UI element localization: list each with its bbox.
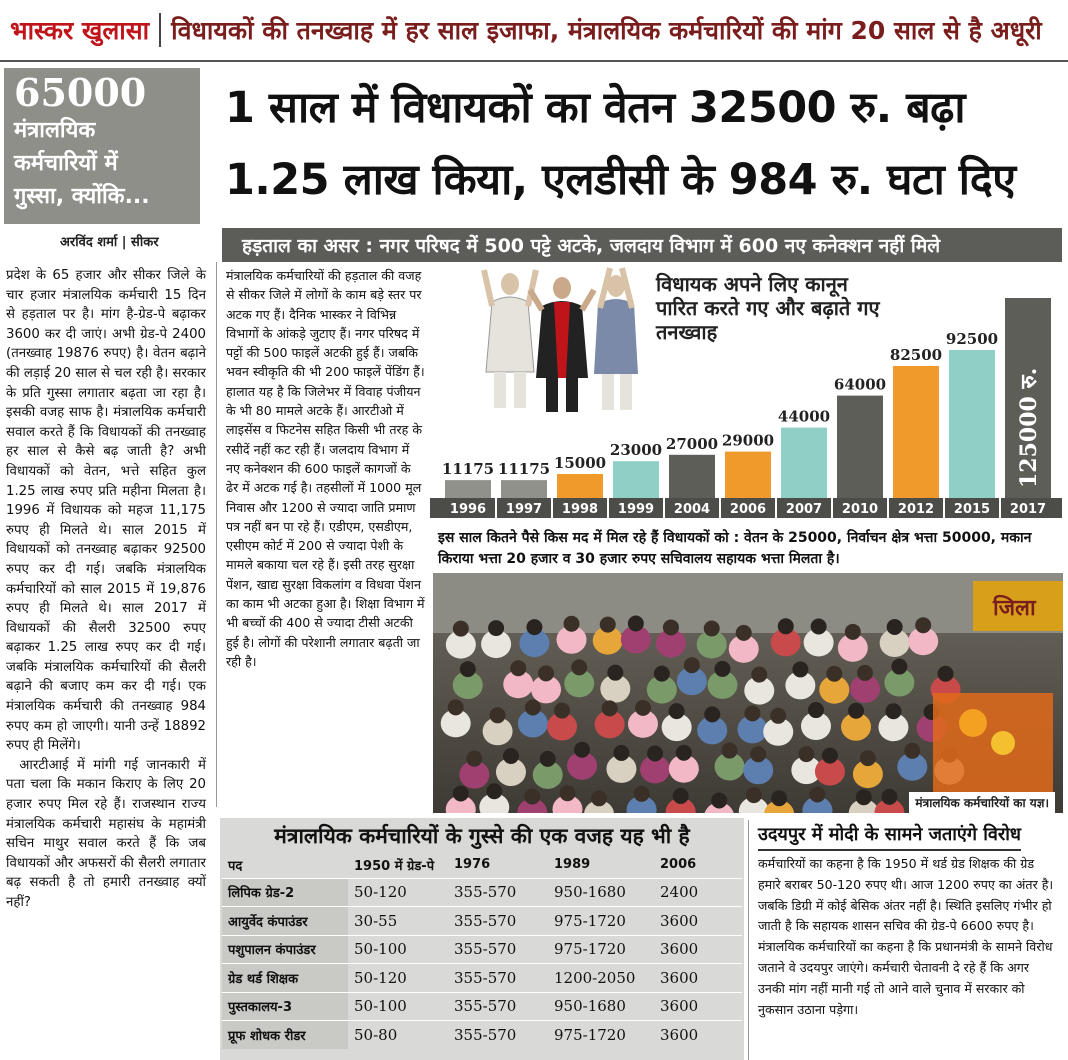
post-name-cell: आयुर्वेद कंपाउंडर <box>222 907 348 936</box>
table-row <box>222 992 742 1021</box>
x-tick-separator <box>551 498 553 518</box>
x-tick-label: 1999 <box>617 502 655 517</box>
pay-cell: 355-570 <box>448 935 548 964</box>
x-tick-label: 2012 <box>897 502 935 517</box>
divider <box>159 13 161 47</box>
brand-label: भास्कर खुलासा <box>10 16 150 45</box>
bar-value-label: 11175 <box>441 460 495 479</box>
chart-caption: विधायक अपने लिए कानून पारित करते गए और बढ़ाते गए तनख्वाह <box>656 272 880 344</box>
column-header: 1989 <box>554 857 591 873</box>
pay-cell: 355-570 <box>448 1021 548 1050</box>
column-divider <box>216 262 217 807</box>
impact-subhead: हड़ताल का असर : नगर परिषद में 500 पट्टे अटके, जलदाय विभाग में 600 नए कनेक्शन नहीं मिले <box>222 228 1062 262</box>
pay-cell: 3600 <box>654 1021 742 1050</box>
x-tick-separator <box>943 498 945 518</box>
pay-cell: 355-570 <box>448 992 548 1021</box>
side-highlight-box <box>4 68 200 224</box>
svg-text:जिला: जिला <box>993 596 1036 621</box>
table-row <box>222 878 742 907</box>
byline: अरविंद शर्मा | सीकर <box>60 235 159 250</box>
x-tick-separator <box>831 498 833 518</box>
bar-value-label: 23000 <box>609 441 663 460</box>
bar-value-label: 44000 <box>777 407 831 426</box>
bar-value-label: 11175 <box>497 460 551 479</box>
table-row <box>222 964 742 993</box>
x-tick-label: 2015 <box>953 502 991 517</box>
paragraph: आरटीआई में मांगी गई जानकारी में पता चला कि मकान किराए के लिए 20 हजार रुपए मिल रहे हैं। राजस्थान राज्य मंत्रालयिक कर्मचारी महासंघ के महामंत्री सचिन माथुर सवाल करते हैं कि जब विधायकों और अफसरों की सैलरी लगातार बढ़ सकती है तो हमारी तनख्वाह क्यों नहीं? <box>6 757 206 910</box>
allowance-info: इस साल कितने पैसे किस मद में मिल रहे हैं विधायकों को : वेतन के 25000, निर्वाचन क्षेत्र भत्ता 50000, मकान किराया भत्ता 20 हजार व 30 हजार रुपए सचिवालय सहायक भत्ता मिलता है। <box>438 530 1032 567</box>
udaipur-text: कर्मचारियों का कहना है कि 1950 में थर्ड ग्रेड शिक्षक की ग्रेड हमारे बराबर 50-120 रुपए थी। आज 1200 रुपए का अंतर है। जबकि डिग्री में कोई बेसिक अंतर नहीं है। स्थिति इसलिए गंभीर हो जाती है कि सहायक शासन सचिव की ग्रेड-पे 6600 रुपए है। मंत्रालयिक कर्मचारियों का कहना है कि प्रधानमंत्री के सामने विरोध जताने वे उदयपुर जाएंगे। कर्मचारी चेतावनी दे रहे हैं कि अगर उनकी मांग नहीं मानी गई तो आने वाले चुनाव में सरकार को नुकसान उठाना पड़ेगा। <box>758 856 1054 1017</box>
pay-cell: 3600 <box>654 935 742 964</box>
x-tick-label: 2004 <box>673 502 711 517</box>
pay-cell: 950-1680 <box>548 878 654 907</box>
pay-cell: 50-100 <box>348 992 448 1021</box>
highlight-line: मंत्रालयिक <box>14 118 96 143</box>
x-tick-separator <box>719 498 721 518</box>
x-tick-separator <box>999 498 1001 518</box>
pay-cell: 30-55 <box>348 907 448 936</box>
highlight-line: कर्मचारियों में <box>14 151 118 176</box>
pay-cell: 3600 <box>654 992 742 1021</box>
pay-scale-table <box>222 852 742 1049</box>
post-name-cell: पशुपालन कंपाउंडर <box>222 935 348 964</box>
udaipur-title: उदयपुर में मोदी के सामने जताएंगे विरोध <box>758 822 1021 851</box>
paragraph: प्रदेश के 65 हजार और सीकर जिले के चार हजार मंत्रालयिक कर्मचारी 15 दिन से हड़ताल पर है। मांग है-ग्रेड-पे बढ़ाकर 3600 कर दी जाएं। अभी ग्रेड-पे 2400 (तनख्वाह 19876 रुपए) है। वेतन बढ़ाने की लड़ाई 20 साल से चल रही है। सरकार के प्रति गुस्सा लगातार बढ़ता जा रहा है। इसकी वजह साफ है। मंत्रालयिक कर्मचारी सवाल करते हैं कि विधायकों की तनख्वाह हर साल से कैसे बढ़ जाती है? अभी विधायकों को वेतन, भत्ते सहित कुल 1.25 लाख रुपए प्रति महीना मिलता है। 1996 में विधायक को महज 11,175 रुपए ही मिलते थे। साल 2015 में विधायकों को तनख्वाह बढ़ाकर 92500 रुपए कर दी गई। जबकि मंत्रालयिक कर्मचारियों को साल 2015 में 19,876 रुपए ही मिलते थे। साल 2017 में विधायकों की सैलरी 32500 रुपए बढ़ाकर 1.25 लाख रुपए कर दी गई। जबकि मंत्रालयिक कर्मचारियों की सैलरी बढ़ाने की बजाए कम कर दी गई। एक मंत्रालयिक कर्मचारी की तनख्वाह 984 रुपए कम हो जाएगी। यानी उन्हें 18892 रुपए ही मिलेंगे। <box>6 268 206 754</box>
pay-cell: 50-120 <box>348 878 448 907</box>
post-name-cell: पुस्तकालय-3 <box>222 992 348 1021</box>
bar-2012 <box>893 366 939 498</box>
column-header: 1950 में ग्रेड-पे <box>354 858 435 874</box>
bar-value-label: 64000 <box>833 375 887 394</box>
bar-1996 <box>445 480 491 498</box>
pay-cell: 950-1680 <box>548 992 654 1021</box>
table-header-row <box>222 852 742 878</box>
pay-cell: 355-570 <box>448 907 548 936</box>
table-row <box>222 1021 742 1050</box>
x-tick-separator <box>663 498 665 518</box>
headline-line-1: 1 साल में विधायकों का वेतन 32500 रु. बढ़ा <box>225 83 965 133</box>
x-tick-label: 2007 <box>785 502 823 517</box>
column-divider <box>748 820 749 1060</box>
column-header: 2006 <box>660 857 697 873</box>
leaders-illustration <box>484 268 638 412</box>
column-header: 1976 <box>454 857 491 873</box>
x-tick-label: 1997 <box>505 502 543 517</box>
highlight-line: गुस्सा, क्योंकि... <box>14 184 150 209</box>
pay-cell: 355-570 <box>448 878 548 907</box>
protest-photo <box>433 573 1063 813</box>
headline-line-2: 1.25 लाख किया, एलडीसी के 984 रु. घटा दिए <box>225 155 1016 205</box>
bar-1997 <box>501 480 547 498</box>
article-column-2: मंत्रालयिक कर्मचारियों की हड़ताल की वजह से सीकर जिले में लोगों के काम बड़े स्तर पर अटक गए हैं। दैनिक भास्कर ने विभिन्न विभागों के आंकड़े जुटाए हैं। नगर परिषद में पट्टों की 500 फाइलें अटकी हुई हैं। जबकि भवन स्वीकृति की भी 200 फाइलें पेंडिंग हैं। हालात यह है कि जिलेभर में विवाह पंजीयन के भी 80 मामले अटके हैं। आरटीओ में लाइसेंस व फिटनेस सहित किसी भी तरह के रसीदें नहीं कट रही हैं। जलदाय विभाग में नए कनेक्शन की 600 फाइलें कागजों के ढेर में अटक गई है। तहसीलों में 1000 मूल निवास और 1200 से ज्यादा जाति प्रमाण पत्र नहीं बन पा रहे हैं। एडीएम, एसडीएम, एसीएम कोर्ट में 200 से ज्यादा पेशी के मामले बकाया चल रहे हैं। इसी तरह सुरक्षा पेंशन, खाद्य सुरक्षा विकलांग व विधवा पेंशन का काम भी अटका हुआ है। शिक्षा विभाग में भी बच्चों की 400 से ज्यादा टीसी अटकी हुई है। लोगों की परेशानी लगातार बढ़ती जा रही है। <box>226 268 425 669</box>
pay-cell: 975-1720 <box>548 907 654 936</box>
pay-cell: 975-1720 <box>548 935 654 964</box>
table-row <box>222 935 742 964</box>
x-tick-label: 1998 <box>561 502 599 517</box>
bar-2007 <box>781 428 827 498</box>
pay-cell: 975-1720 <box>548 1021 654 1050</box>
table-row <box>222 907 742 936</box>
x-tick-label: 2017 <box>1009 502 1047 517</box>
bar-1999 <box>613 461 659 498</box>
x-tick-separator <box>607 498 609 518</box>
top-strip <box>0 0 1068 62</box>
crowd-illustration <box>433 573 1063 813</box>
column-header: पद <box>228 858 243 874</box>
post-name-cell: ग्रेड थर्ड शिक्षक <box>222 964 348 993</box>
bar-2010 <box>837 396 883 498</box>
kicker-headline: विधायकों की तनख्वाह में हर साल इजाफा, मंत्रालयिक कर्मचारियों की मांग 20 साल से है अधूरी <box>171 16 1042 45</box>
pay-cell: 3600 <box>654 907 742 936</box>
pay-cell: 355-570 <box>448 964 548 993</box>
x-tick-separator <box>495 498 497 518</box>
post-name-cell: लिपिक ग्रेड-2 <box>222 878 348 907</box>
bar-value-label: 92500 <box>945 330 999 348</box>
article-column-1 <box>6 266 206 913</box>
bar-value-label: 15000 <box>553 454 607 472</box>
bar-value-label: 29000 <box>721 431 775 450</box>
pay-cell: 2400 <box>654 878 742 907</box>
pay-cell: 50-120 <box>348 964 448 993</box>
bar-2006 <box>725 452 771 498</box>
x-tick-separator <box>887 498 889 518</box>
x-tick-label: 2010 <box>841 502 879 517</box>
bar-value-label: 27000 <box>665 434 719 453</box>
photo-caption: मंत्रालयिक कर्मचारियों का यज्ञ। <box>909 792 1055 813</box>
pay-cell: 1200-2050 <box>548 964 654 993</box>
bar-value-label: 125000 रु. <box>1016 367 1042 488</box>
bar-2004 <box>669 455 715 498</box>
x-tick-label: 1996 <box>449 502 487 517</box>
highlight-number: 65000 <box>14 70 147 115</box>
bar-2015 <box>949 350 995 498</box>
x-tick-separator <box>775 498 777 518</box>
bar-1998 <box>557 474 603 498</box>
pay-table-title: मंत्रालयिक कर्मचारियों के गुस्से की एक वजह यह भी है <box>274 824 690 848</box>
pay-cell: 50-100 <box>348 935 448 964</box>
post-name-cell: प्रूफ शोधक रीडर <box>222 1021 348 1050</box>
x-tick-label: 2006 <box>729 502 767 517</box>
pay-cell: 50-80 <box>348 1021 448 1050</box>
pay-cell: 3600 <box>654 964 742 993</box>
bar-value-label: 82500 <box>889 346 943 364</box>
